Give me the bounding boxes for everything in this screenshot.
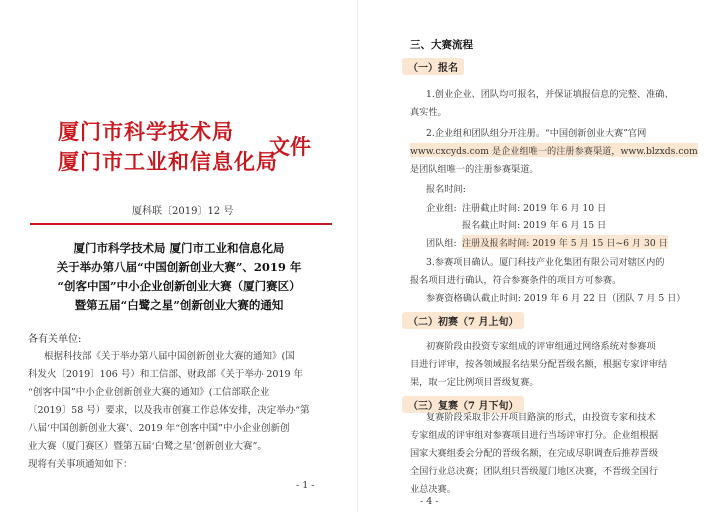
paragraph-line-highlighted: www.cxcyds.com 是企业组唯一的注册参赛渠道，www.blzxds.com xyxy=(410,143,698,157)
notice-title-line: “创客中国”中小企业创新创业大赛（厦门赛区） xyxy=(57,279,301,293)
team-registration-period: 注册及报名时间: 2019 年 5 月 15 日~6 月 30 日 xyxy=(462,235,668,249)
team-label: 团队组: xyxy=(426,238,457,249)
paragraph-line: 国家大赛组委会分配的晋级名额，在完成尽职调查后推荐晋级 xyxy=(410,448,659,459)
enterprise-application-deadline: 报名截止时间: 2019 年 6 月 15 日 xyxy=(462,220,607,231)
body-line: 根据科技部《关于举办第八届中国创新创业大赛的通知》(国 xyxy=(44,351,295,362)
paragraph-line: 初赛阶段由投资专家组成的评审组通过网络系统对参赛项 xyxy=(426,341,656,352)
paragraph-line: 真实性。 xyxy=(410,107,447,118)
body-line: “创客中国”中小企业创新创业大赛的通知》(工信部联企业 xyxy=(28,387,270,398)
subsection-heading: （二）初赛（7 月上旬） xyxy=(402,312,524,329)
paragraph-line: 3.参赛项目确认。厦门科技产业化集团有限公司对辖区内的 xyxy=(426,257,665,268)
body-line: 科发火〔2019〕106 号）和工信部、财政部《关于举办 2019 年 xyxy=(28,369,304,380)
paragraph-line: 复赛阶段采取非公开项目路演的形式，由投资专家和技术 xyxy=(426,412,656,423)
body-line: 现将有关事项通知如下： xyxy=(28,459,133,470)
notice-title-line: 厦门市科学技术局 厦门市工业和信息化局 xyxy=(73,241,285,255)
paragraph-line: 报名项目进行确认，符合参赛条件的项目方可参赛。 xyxy=(410,275,622,286)
eligibility-deadline: 参赛资格确认截止时间: 2019 年 6 月 22 日（团队 7 月 5 日） xyxy=(426,293,686,304)
paragraph-line: 全国行业总决赛；团队组只晋级厦门地区决赛，不晋级全国行 xyxy=(410,466,659,477)
subsection-heading: （三）复赛（7 月下旬） xyxy=(402,396,524,413)
paragraph-line: 业总决赛。 xyxy=(410,484,456,495)
issuer-line-1: 厦门市科学技术局 xyxy=(58,119,234,144)
left-page xyxy=(0,0,358,512)
enterprise-registration-deadline: 注册截止时间: 2019 年 6 月 10 日 xyxy=(462,203,607,214)
body-line: 〔2019〕58 号）要求，以及我市创赛工作总体安排，决定举办“第 xyxy=(28,405,310,416)
addressee: 各有关单位: xyxy=(28,334,82,345)
page-number: - 4 - xyxy=(420,496,439,507)
paragraph-line: 是团队组唯一的注册参赛渠道。 xyxy=(410,164,539,175)
body-line: 八届‘中国创新创业大赛’、2019 年“创客中国”中小企业创新创 xyxy=(28,423,290,434)
paragraph-line: 专家组成的评审组对参赛项目进行当场评审打分。企业组根据 xyxy=(410,430,659,441)
enterprise-label: 企业组: xyxy=(426,203,457,214)
issuer-line-2: 厦门市工业和信息化局 xyxy=(58,149,278,174)
red-separator-line xyxy=(30,223,332,225)
page-number: - 1 - xyxy=(296,480,315,491)
paragraph-line: 1.创业企业、团队均可报名，并保证填报信息的完整、准确、 xyxy=(426,89,674,100)
document-number: 厦科联〔2019〕12 号 xyxy=(132,206,234,217)
registration-time-label: 报名时间: xyxy=(426,184,466,195)
notice-title-line: 暨第五届“白鹭之星”创新创业大赛的通知 xyxy=(74,298,284,312)
section-heading: 三、大赛流程 xyxy=(410,39,473,51)
paragraph-line: 果，取一定比例项目晋级复赛。 xyxy=(410,377,539,388)
subsection-heading: （一）报名 xyxy=(402,58,464,75)
notice-title-line: 关于举办第八届“中国创新创业大赛”、2019 年 xyxy=(56,260,302,274)
document-word: 文件 xyxy=(269,134,311,159)
body-line: 业大赛（厦门赛区）暨第五届‘白鹭之星’创新创业大赛”。 xyxy=(28,441,267,452)
right-page xyxy=(364,0,728,512)
paragraph-line: 目进行评审，按各领域报名结果分配晋级名额，根据专家评审结 xyxy=(410,359,668,370)
paragraph-line: 2.企业组和团队组分开注册。“中国创新创业大赛”官网 xyxy=(426,128,647,139)
